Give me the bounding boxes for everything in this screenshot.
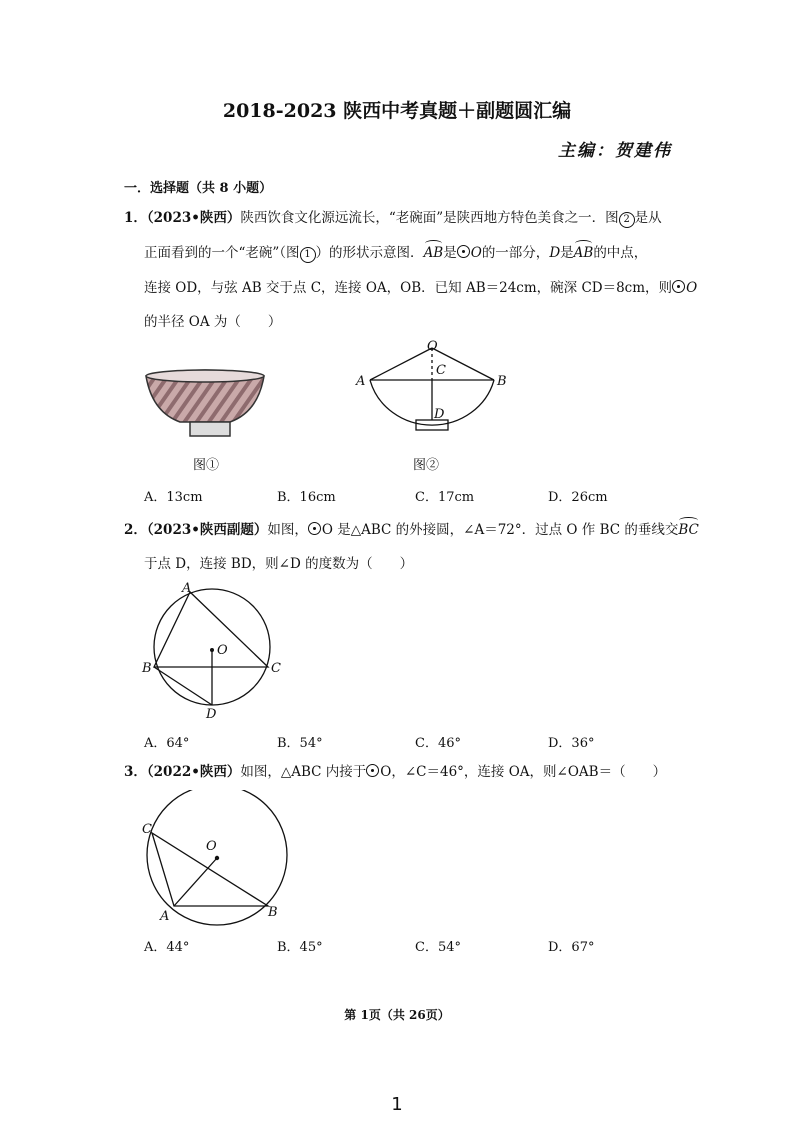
arc-ab-2: AB	[573, 245, 594, 261]
label-o: O	[427, 339, 438, 354]
arc-ab: AB	[423, 245, 444, 261]
q2-line-2: 于点 D，连接 BD，则∠D 的度数为（ ）	[144, 556, 414, 572]
q2-line-1: 2．（2023•陕西副题）如图， O 是△ABC 的外接圆，∠A＝72°．过点 O 作 BC 的垂线交BC	[124, 522, 699, 538]
label-a: A	[356, 374, 366, 389]
q1-line-3: 连接 OD，与弦 AB 交于点 C，连接 OA，OB．已知 AB＝24cm，碗深 CD＝8cm，则 O	[144, 280, 698, 296]
label-o: O	[217, 643, 228, 658]
circle-dot-icon	[672, 280, 685, 293]
label-c: C	[436, 363, 446, 378]
q1-option-a[interactable]: A．13cm	[144, 490, 203, 505]
bowl-photo-figure	[140, 360, 270, 444]
segment-bd	[154, 667, 212, 705]
circle-dot-icon	[366, 764, 379, 777]
figure-2-caption: 图②	[413, 458, 440, 473]
q3-option-c[interactable]: C．54°	[415, 940, 461, 955]
q1-number: 1．	[124, 210, 147, 226]
q2-option-c[interactable]: C．46°	[415, 736, 461, 751]
center-point	[210, 648, 214, 652]
label-b: B	[497, 374, 507, 389]
q1-option-d[interactable]: D．26cm	[548, 490, 608, 505]
segment-oa	[370, 348, 432, 380]
q1-source: （2023•陕西）	[146, 210, 241, 226]
q2-option-d[interactable]: D．36°	[548, 736, 595, 751]
label-a: A	[160, 909, 170, 924]
label-o: O	[206, 839, 217, 854]
circle-dot-icon	[457, 245, 470, 258]
q2-option-b[interactable]: B．54°	[277, 736, 323, 751]
q2-source: （2023•陕西副题）	[146, 522, 268, 538]
q2-number: 2．	[124, 522, 147, 538]
label-b: B	[142, 661, 152, 676]
q3-circle-diagram	[140, 790, 300, 930]
label-d: D	[434, 407, 445, 422]
q1-option-b[interactable]: B．16cm	[277, 490, 336, 505]
bowl-diagram-figure	[350, 336, 520, 436]
circled-number-2: 2	[619, 212, 635, 228]
q2-circle-diagram	[140, 580, 300, 720]
q1-line-1: 1．（2023•陕西）陕西饮食文化源远流长，“老碗面”是陕西地方特色美食之一．图 2 是从	[124, 210, 662, 226]
q3-option-a[interactable]: A．44°	[144, 940, 190, 955]
q3-line-1: 3．（2022•陕西）如图，△ABC 内接于 O，∠C＝46°，连接 OA，则∠OAB＝（ ）	[124, 764, 667, 780]
page-number: 1	[391, 1094, 403, 1115]
q1-line-2: 正面看到的一个“老碗”（图 1 ）的形状示意图．AB是 O的一部分，D是AB的中点，	[144, 245, 648, 261]
q3-option-b[interactable]: B．45°	[277, 940, 323, 955]
label-b: B	[268, 905, 278, 920]
document-title: 2018-2023 陕西中考真题＋副题圆汇编	[222, 100, 572, 122]
q3-number: 3．	[124, 764, 147, 780]
label-c: C	[271, 661, 281, 676]
q3-source: （2022•陕西）	[146, 764, 241, 780]
label-c: C	[142, 822, 152, 837]
circle-dot-icon	[308, 522, 321, 535]
figure-1-caption: 图①	[193, 458, 220, 473]
q1-line-4: 的半径 OA 为（ ）	[144, 314, 282, 330]
label-d: D	[206, 707, 217, 720]
page-footer: 第 1页（共 26页）	[344, 1008, 450, 1022]
q1-option-c[interactable]: C．17cm	[415, 490, 475, 505]
circled-number-1: 1	[300, 247, 316, 263]
q2-option-a[interactable]: A．64°	[144, 736, 190, 751]
section-heading: 一．选择题（共 8 小题）	[124, 181, 273, 196]
segment-oa	[174, 858, 217, 906]
editor-credit: 主编：贺建伟	[558, 141, 672, 161]
q3-option-d[interactable]: D．67°	[548, 940, 595, 955]
label-a: A	[182, 581, 192, 596]
arc-bc: BC	[678, 522, 699, 538]
center-point	[215, 856, 219, 860]
